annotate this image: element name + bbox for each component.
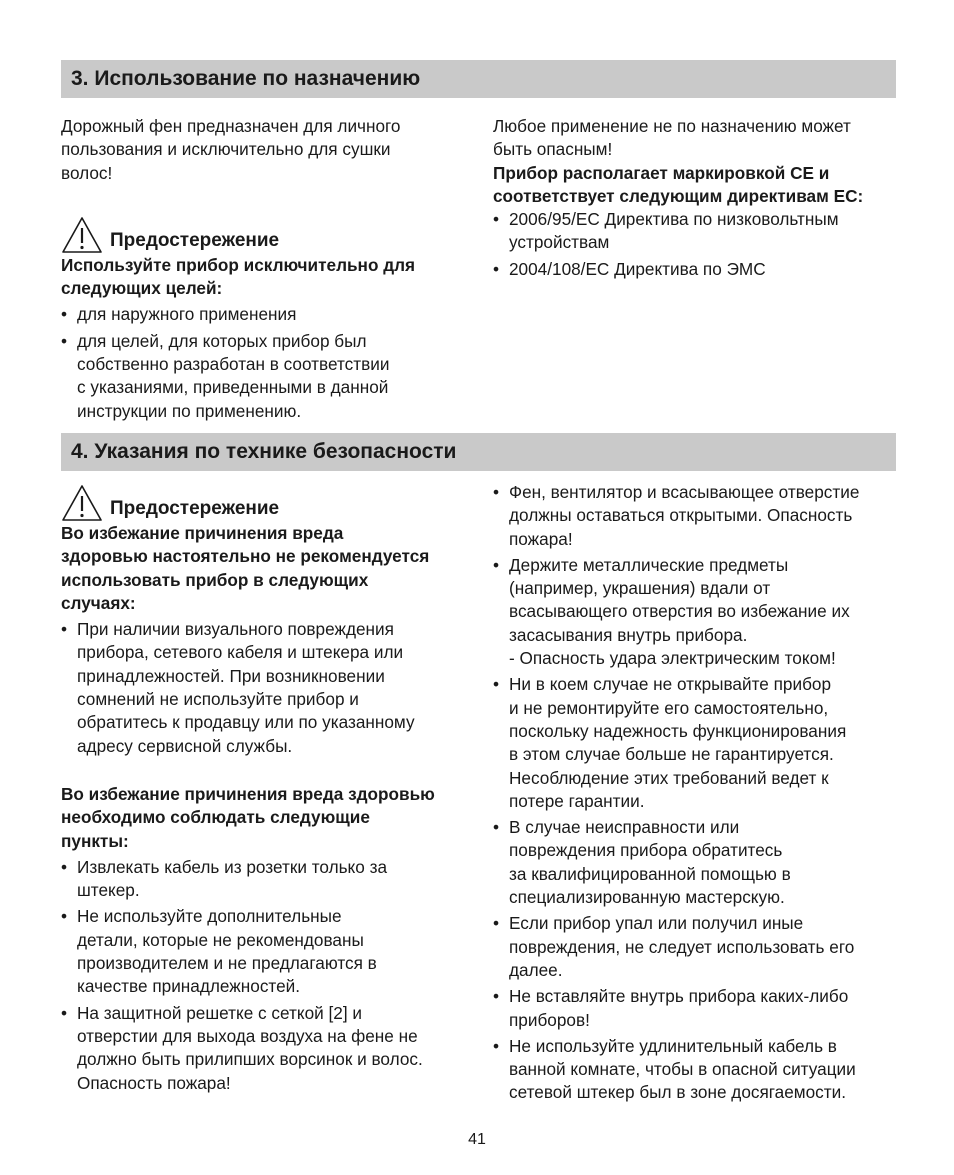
intro-text xyxy=(61,115,471,185)
text-line: повреждения, не следует использовать его xyxy=(509,936,855,957)
text-line: использовать прибор в следующих xyxy=(61,569,369,590)
bullet-item xyxy=(493,985,903,1032)
section-4-left-column xyxy=(61,484,471,1098)
text-line: производителем и не предлагаются в xyxy=(77,953,377,974)
page-number: 41 xyxy=(468,1131,486,1148)
text-line: обратитесь к продавцу или по указанному xyxy=(77,712,415,733)
text-line: быть опасным! xyxy=(493,139,613,160)
section-3-title: 3. Использование по назначению xyxy=(71,67,421,90)
bullet-item xyxy=(493,481,903,551)
bullet-item xyxy=(61,618,471,758)
text-line: Дорожный фен предназначен для личного xyxy=(61,116,401,136)
text-line: детали, которые не рекомендованы xyxy=(77,929,364,950)
bullet-item xyxy=(61,1002,471,1095)
text-line: далее. xyxy=(509,959,563,980)
text-line: Не вставляйте внутрь прибора каких-либо xyxy=(509,986,849,1007)
bullet-item xyxy=(493,258,903,281)
warning-triangle-icon xyxy=(61,216,103,254)
text-line: Если прибор упал или получил иные xyxy=(509,913,804,934)
text-line: необходимо соблюдать следующие xyxy=(61,807,370,828)
text-line: случаях: xyxy=(61,592,136,613)
text-line: ванной комнате, чтобы в опасной ситуации xyxy=(509,1059,856,1080)
text-line: отверстии для выхода воздуха на фене не xyxy=(77,1025,418,1046)
usage-bullet-list xyxy=(61,303,471,422)
text-line: сетевой штекер был в зоне досягаемости. xyxy=(509,1082,847,1103)
section-3-left-column xyxy=(61,115,471,426)
misuse-text xyxy=(493,115,903,162)
text-line: При наличии визуального повреждения xyxy=(77,619,394,640)
bullet-item xyxy=(61,856,471,903)
text-line: инструкции по применению. xyxy=(77,400,302,421)
text-line: собственно разработан в соответствии xyxy=(77,354,390,375)
text-line: специализированную мастерскую. xyxy=(509,887,785,908)
text-line: потере гарантии. xyxy=(509,790,645,811)
text-line: Фен, вентилятор и всасывающее отверстие xyxy=(509,482,860,502)
text-line: для целей, для которых прибор был xyxy=(77,330,367,351)
warning-heading xyxy=(61,484,471,522)
text-line: (например, украшения) вдали от xyxy=(509,578,771,599)
text-line: адресу сервисной службы. xyxy=(77,735,293,756)
bullet-item xyxy=(493,673,903,813)
text-line: повреждения прибора обратитесь xyxy=(509,840,783,861)
avoid-bullet-list xyxy=(61,618,471,758)
bullet-item xyxy=(61,330,471,423)
text-line: сомнений не используйте прибор и xyxy=(77,689,359,710)
text-line: должно быть прилипших ворсинок и волос. xyxy=(77,1049,423,1070)
text-line: засасывания внутрь прибора. xyxy=(509,624,748,645)
safety-bullet-list xyxy=(61,856,471,1095)
text-line: пожара! xyxy=(509,528,573,549)
warning-title: Предостережение xyxy=(110,498,280,519)
bullet-item xyxy=(61,303,471,326)
warning-triangle-icon xyxy=(61,484,103,522)
text-line: Во избежание причинения вреда здоровью xyxy=(61,783,435,804)
text-line: штекер. xyxy=(77,880,140,901)
bullet-item xyxy=(493,208,903,255)
text-line: принадлежностей. При возникновении xyxy=(77,665,385,686)
text-line: 2006/95/EC Директива по низковольтным xyxy=(509,209,839,230)
text-line: качестве принадлежностей. xyxy=(77,976,301,997)
section-3-right-column xyxy=(493,115,903,284)
warning-heading xyxy=(61,216,471,254)
text-line: соответствует следующим директивам ЕС: xyxy=(493,185,864,206)
bullet-item xyxy=(493,816,903,909)
text-line: пользования и исключительно для сушки xyxy=(61,139,391,160)
warning-title: Предостережение xyxy=(110,229,280,251)
text-line: поскольку надежность функционирования xyxy=(509,720,847,741)
text-line: пункты: xyxy=(61,830,129,851)
bullet-item xyxy=(493,554,903,670)
text-line: для наружного применения xyxy=(77,304,297,325)
text-line: приборов! xyxy=(509,1009,590,1030)
text-line: устройствам xyxy=(509,232,610,253)
section-3-header xyxy=(61,60,896,98)
text-line: Несоблюдение этих требований ведет к xyxy=(509,767,829,788)
text-line: волос! xyxy=(61,162,113,183)
text-line: Держите металлические предметы xyxy=(509,554,789,575)
text-line: с указаниями, приведенными в данной xyxy=(77,377,389,398)
text-line: всасывающего отверстия во избежание их xyxy=(509,601,850,622)
text-line: - Опасность удара электрическим током! xyxy=(509,648,836,669)
warning-bold-text xyxy=(61,254,471,301)
text-line: На защитной решетке с сеткой [2] и xyxy=(77,1002,362,1023)
text-line: должны оставаться открытыми. Опасность xyxy=(509,505,853,526)
text-line: 2004/108/EC Директива по ЭМС xyxy=(509,258,766,279)
text-line: следующих целей: xyxy=(61,278,223,299)
safety-bullet-list-right xyxy=(493,481,903,1105)
text-line: Опасность пожара! xyxy=(77,1072,231,1093)
directives-bullet-list xyxy=(493,208,903,281)
text-line: Используйте прибор исключительно для xyxy=(61,254,416,275)
bullet-item xyxy=(61,905,471,998)
text-line: Не используйте дополнительные xyxy=(77,906,342,927)
text-line: Прибор располагает маркировкой CE и xyxy=(493,162,830,183)
section-4-right-column xyxy=(493,481,903,1108)
text-line: Извлекать кабель из розетки только за xyxy=(77,856,388,877)
section-4-header xyxy=(61,433,896,471)
text-line: В случае неисправности или xyxy=(509,817,740,838)
ce-marking-text xyxy=(493,162,903,209)
bullet-item xyxy=(493,1035,903,1105)
text-line: за квалифицированной помощью в xyxy=(509,863,791,884)
bullet-item xyxy=(493,912,903,982)
text-line: Во избежание причинения вреда xyxy=(61,523,344,543)
text-line: прибора, сетевого кабеля и штекера или xyxy=(77,642,404,663)
safety-points-bold-text xyxy=(61,783,471,853)
warning-bold-text xyxy=(61,522,471,615)
text-line: Любое применение не по назначению может xyxy=(493,116,851,136)
text-line: в этом случае больше не гарантируется. xyxy=(509,744,834,765)
section-4-title: 4. Указания по технике безопасности xyxy=(71,440,457,463)
text-line: Ни в коем случае не открывайте прибор xyxy=(509,674,832,695)
text-line: и не ремонтируйте его самостоятельно, xyxy=(509,697,829,718)
text-line: здоровью настоятельно не рекомендуется xyxy=(61,546,430,567)
text-line: Не используйте удлинительный кабель в xyxy=(509,1035,837,1056)
